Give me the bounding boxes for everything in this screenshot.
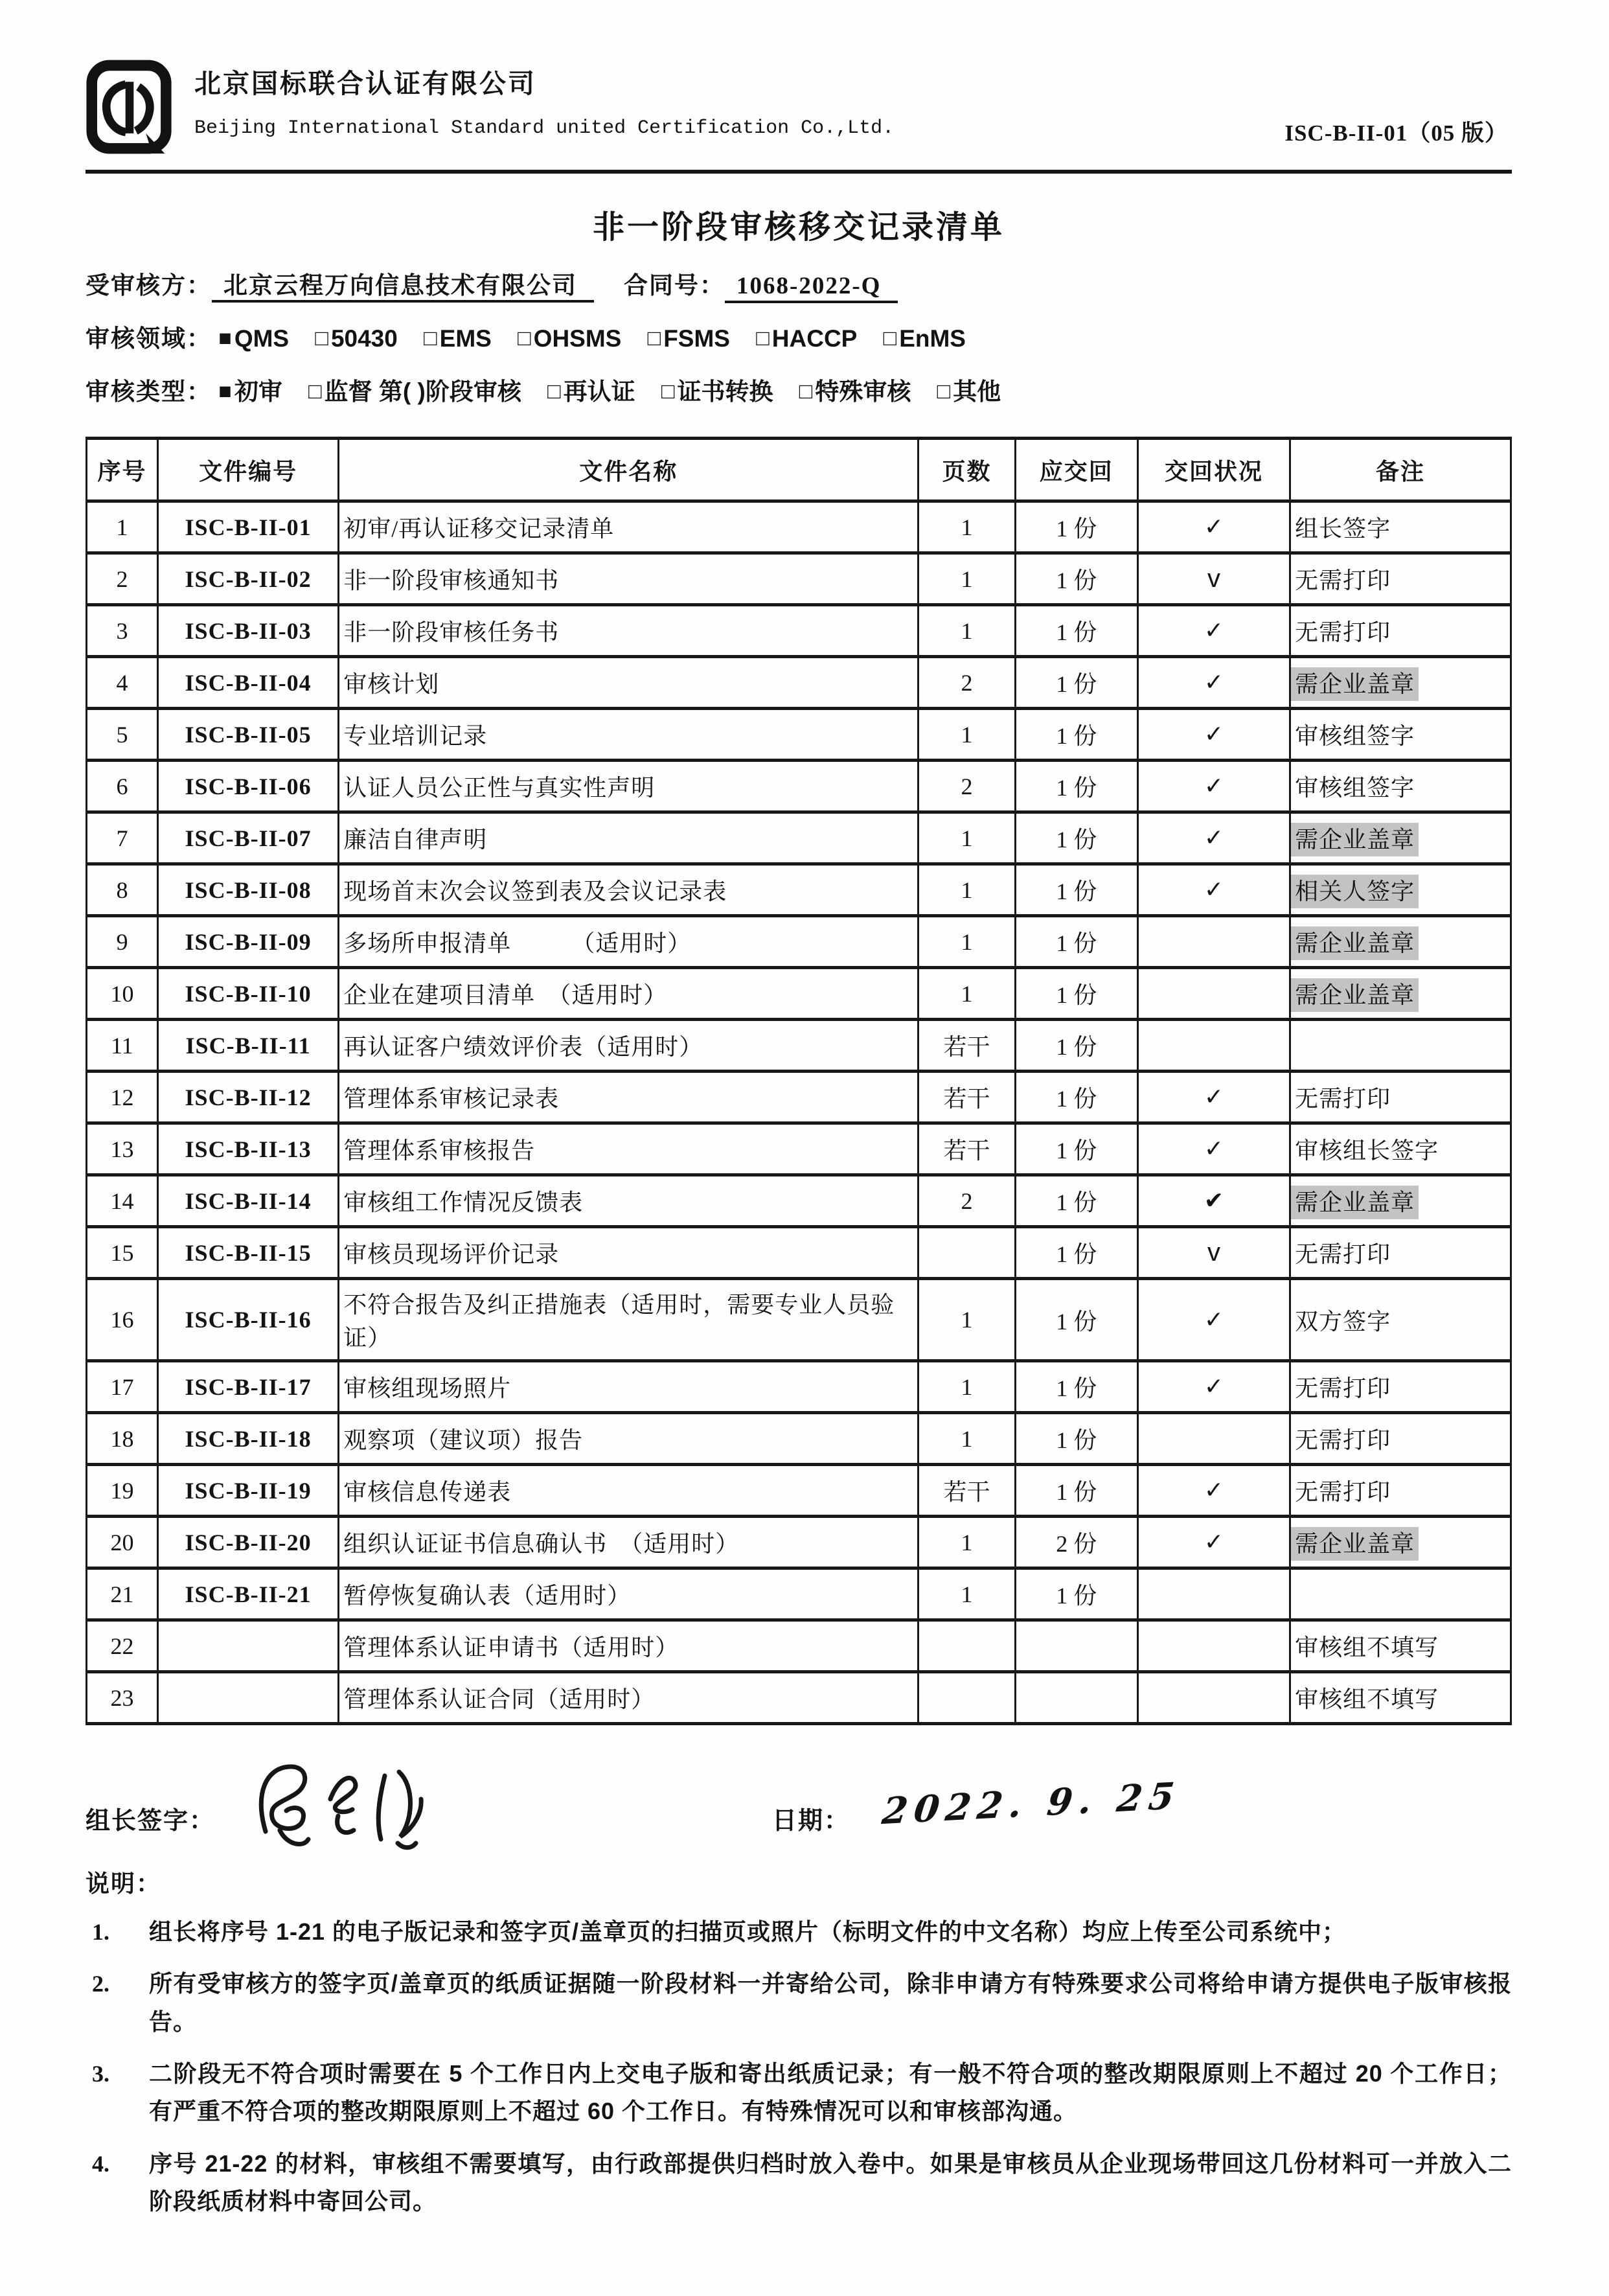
checkbox-label: EnMS bbox=[899, 325, 966, 352]
cell-document-name: 非一阶段审核任务书 bbox=[339, 605, 919, 657]
cell-remark bbox=[1290, 812, 1511, 864]
cell-document-name: 廉洁自律声明 bbox=[339, 812, 919, 864]
cell-serial-number: 15 bbox=[87, 1227, 158, 1279]
contract-value: 1068-2022-Q bbox=[725, 273, 898, 303]
cell-return-status-checkmark: ✓ bbox=[1137, 1517, 1290, 1568]
cell-page-count: 2 bbox=[919, 657, 1016, 709]
column-header: 交回状况 bbox=[1137, 439, 1290, 501]
document-header bbox=[86, 56, 1512, 159]
checkbox-icon: □ bbox=[308, 379, 322, 404]
column-header: 备注 bbox=[1290, 439, 1511, 501]
checkbox-icon: □ bbox=[315, 326, 328, 350]
table-row bbox=[87, 1020, 1511, 1072]
checkbox-label: 监督 第( )阶段审核 bbox=[324, 378, 521, 405]
cell-page-count: 1 bbox=[919, 553, 1016, 605]
cell-document-code bbox=[157, 1672, 338, 1724]
cell-remark bbox=[1290, 1620, 1511, 1672]
table-row bbox=[87, 1227, 1511, 1279]
table-row bbox=[87, 1413, 1511, 1465]
cell-return-status-checkmark: ✓ bbox=[1137, 1465, 1290, 1517]
remark-text: 无需打印 bbox=[1295, 568, 1391, 593]
cell-serial-number: 1 bbox=[87, 501, 158, 553]
table-row bbox=[87, 709, 1511, 761]
cell-return-status-checkmark bbox=[1137, 1620, 1290, 1672]
cell-remark bbox=[1290, 1517, 1511, 1568]
checkbox-option bbox=[756, 325, 857, 352]
remark-text: 需企业盖章 bbox=[1295, 1531, 1415, 1557]
cell-remark bbox=[1290, 1123, 1511, 1175]
cell-document-code: ISC-B-II-21 bbox=[157, 1568, 338, 1620]
checkbox-label: FSMS bbox=[663, 325, 730, 352]
cell-page-count: 1 bbox=[919, 1279, 1016, 1361]
cell-remark bbox=[1290, 605, 1511, 657]
table-row bbox=[87, 1175, 1511, 1227]
cell-document-name: 管理体系认证申请书（适用时） bbox=[339, 1620, 919, 1672]
checkbox-option bbox=[648, 325, 730, 352]
leader-signature-label: 组长签字： bbox=[86, 1808, 216, 1835]
cell-page-count bbox=[919, 1672, 1016, 1724]
cell-page-count: 1 bbox=[919, 501, 1016, 553]
checkbox-label: EMS bbox=[439, 325, 492, 352]
checkbox-label: 证书转换 bbox=[677, 378, 773, 405]
cell-return-status-checkmark: ✓ bbox=[1137, 1123, 1290, 1175]
checkbox-icon: □ bbox=[661, 379, 675, 404]
table-row bbox=[87, 864, 1511, 916]
cell-remark bbox=[1290, 1227, 1511, 1279]
cell-copies-due bbox=[1015, 1620, 1137, 1672]
cell-document-code: ISC-B-II-12 bbox=[157, 1072, 338, 1123]
cell-page-count: 1 bbox=[919, 916, 1016, 968]
cell-document-code: ISC-B-II-20 bbox=[157, 1517, 338, 1568]
cell-serial-number: 18 bbox=[87, 1413, 158, 1465]
cell-page-count: 若干 bbox=[919, 1465, 1016, 1517]
cell-document-name: 非一阶段审核通知书 bbox=[339, 553, 919, 605]
cell-copies-due: 1 份 bbox=[1015, 553, 1137, 605]
cell-serial-number: 9 bbox=[87, 916, 158, 968]
cell-remark bbox=[1290, 1279, 1511, 1361]
table-row bbox=[87, 605, 1511, 657]
remark-text: 无需打印 bbox=[1295, 1086, 1391, 1112]
cell-remark bbox=[1290, 1072, 1511, 1123]
cell-return-status-checkmark: ✓ bbox=[1137, 761, 1290, 812]
note-item bbox=[86, 2055, 1512, 2131]
checkbox-icon: □ bbox=[883, 326, 897, 350]
cell-document-code: ISC-B-II-08 bbox=[157, 864, 338, 916]
table-row bbox=[87, 1279, 1511, 1361]
cell-page-count: 1 bbox=[919, 1517, 1016, 1568]
cell-document-code: ISC-B-II-11 bbox=[157, 1020, 338, 1072]
table-header-row bbox=[87, 439, 1511, 501]
leader-signature-handwriting bbox=[241, 1754, 455, 1864]
table-row bbox=[87, 553, 1511, 605]
cell-copies-due: 1 份 bbox=[1015, 864, 1137, 916]
auditee-label: 受审核方： bbox=[86, 272, 212, 299]
remark-text: 无需打印 bbox=[1295, 1427, 1391, 1453]
table-row bbox=[87, 1361, 1511, 1413]
date-label: 日期： bbox=[772, 1808, 850, 1835]
cell-copies-due bbox=[1015, 1672, 1137, 1724]
remark-text: 无需打印 bbox=[1295, 619, 1391, 645]
cell-document-code: ISC-B-II-19 bbox=[157, 1465, 338, 1517]
cell-remark bbox=[1290, 553, 1511, 605]
checkbox-option bbox=[518, 325, 621, 352]
note-item bbox=[86, 2145, 1512, 2221]
table-row bbox=[87, 812, 1511, 864]
cell-serial-number: 5 bbox=[87, 709, 158, 761]
cell-page-count: 1 bbox=[919, 1568, 1016, 1620]
cell-document-code: ISC-B-II-03 bbox=[157, 605, 338, 657]
cell-return-status-checkmark bbox=[1137, 1020, 1290, 1072]
remark-text: 审核组不填写 bbox=[1295, 1635, 1439, 1660]
cell-return-status-checkmark: ✓ bbox=[1137, 812, 1290, 864]
cell-serial-number: 16 bbox=[87, 1279, 158, 1361]
column-header: 文件编号 bbox=[157, 439, 338, 501]
cell-document-name: 审核组现场照片 bbox=[339, 1361, 919, 1413]
document-table-body bbox=[87, 501, 1511, 1724]
cell-copies-due: 1 份 bbox=[1015, 657, 1137, 709]
cell-document-code bbox=[157, 1620, 338, 1672]
table-row bbox=[87, 1465, 1511, 1517]
cell-document-name: 审核组工作情况反馈表 bbox=[339, 1175, 919, 1227]
remark-text: 无需打印 bbox=[1295, 1479, 1391, 1505]
checkbox-icon: □ bbox=[518, 326, 531, 350]
cell-serial-number: 6 bbox=[87, 761, 158, 812]
cell-document-name: 审核员现场评价记录 bbox=[339, 1227, 919, 1279]
cell-document-code: ISC-B-II-05 bbox=[157, 709, 338, 761]
cell-return-status-checkmark bbox=[1137, 1672, 1290, 1724]
table-row bbox=[87, 1517, 1511, 1568]
cell-remark bbox=[1290, 761, 1511, 812]
cell-document-name: 初审/再认证移交记录清单 bbox=[339, 501, 919, 553]
column-header: 序号 bbox=[87, 439, 158, 501]
audit-type-line bbox=[86, 372, 1512, 407]
checkbox-icon: □ bbox=[547, 379, 561, 404]
checkbox-icon: ■ bbox=[218, 379, 232, 404]
checkbox-icon: □ bbox=[424, 326, 437, 350]
remark-text: 需企业盖章 bbox=[1295, 930, 1415, 956]
audit-field-line bbox=[86, 319, 1512, 354]
cell-return-status-checkmark: ✓ bbox=[1137, 1072, 1290, 1123]
cell-remark bbox=[1290, 1672, 1511, 1724]
cell-page-count: 1 bbox=[919, 1413, 1016, 1465]
cell-document-code: ISC-B-II-07 bbox=[157, 812, 338, 864]
remark-text: 需企业盖章 bbox=[1295, 1189, 1415, 1215]
cell-copies-due: 1 份 bbox=[1015, 1072, 1137, 1123]
cell-document-name: 管理体系审核报告 bbox=[339, 1123, 919, 1175]
cell-document-name: 审核计划 bbox=[339, 657, 919, 709]
cell-copies-due: 1 份 bbox=[1015, 605, 1137, 657]
cell-serial-number: 13 bbox=[87, 1123, 158, 1175]
cell-copies-due: 1 份 bbox=[1015, 812, 1137, 864]
cell-copies-due: 1 份 bbox=[1015, 709, 1137, 761]
remark-text: 审核组不填写 bbox=[1295, 1686, 1439, 1712]
cell-return-status-checkmark: ✓ bbox=[1137, 657, 1290, 709]
cell-document-code: ISC-B-II-09 bbox=[157, 916, 338, 968]
cell-copies-due: 1 份 bbox=[1015, 1020, 1137, 1072]
checkbox-option bbox=[315, 325, 397, 352]
cell-remark bbox=[1290, 657, 1511, 709]
cell-return-status-checkmark bbox=[1137, 968, 1290, 1020]
table-row bbox=[87, 1123, 1511, 1175]
cell-copies-due: 1 份 bbox=[1015, 916, 1137, 968]
checkbox-option bbox=[937, 372, 1001, 407]
table-row bbox=[87, 1672, 1511, 1724]
cell-document-name: 管理体系审核记录表 bbox=[339, 1072, 919, 1123]
table-row bbox=[87, 657, 1511, 709]
note-number: 2. bbox=[92, 1971, 109, 1997]
note-number: 4. bbox=[92, 2150, 109, 2177]
remark-text: 需企业盖章 bbox=[1295, 671, 1415, 697]
cell-serial-number: 10 bbox=[87, 968, 158, 1020]
table-row bbox=[87, 1072, 1511, 1123]
certification-company-logo-icon bbox=[86, 60, 174, 157]
cell-remark bbox=[1290, 1020, 1511, 1072]
cell-page-count: 1 bbox=[919, 1361, 1016, 1413]
cell-return-status-checkmark: ✓ bbox=[1137, 1279, 1290, 1361]
checkbox-label: 初审 bbox=[234, 378, 282, 405]
company-name-block bbox=[194, 62, 894, 139]
remark-text: 无需打印 bbox=[1295, 1375, 1391, 1401]
cell-document-code: ISC-B-II-01 bbox=[157, 501, 338, 553]
table-row bbox=[87, 501, 1511, 553]
notes-section bbox=[86, 1864, 1512, 2220]
table-row bbox=[87, 916, 1511, 968]
cell-document-code: ISC-B-II-14 bbox=[157, 1175, 338, 1227]
checkbox-label: HACCP bbox=[771, 325, 858, 352]
cell-document-name: 审核信息传递表 bbox=[339, 1465, 919, 1517]
cell-return-status-checkmark: ✓ bbox=[1137, 605, 1290, 657]
cell-document-code: ISC-B-II-02 bbox=[157, 553, 338, 605]
checkbox-icon: □ bbox=[799, 379, 813, 404]
cell-return-status-checkmark: ✔ bbox=[1137, 1175, 1290, 1227]
cell-page-count: 2 bbox=[919, 1175, 1016, 1227]
checkbox-label: 特殊审核 bbox=[815, 378, 911, 405]
cell-return-status-checkmark: v bbox=[1137, 1227, 1290, 1279]
cell-copies-due: 1 份 bbox=[1015, 761, 1137, 812]
cell-page-count: 1 bbox=[919, 605, 1016, 657]
cell-page-count: 2 bbox=[919, 761, 1016, 812]
cell-document-name: 企业在建项目清单 （适用时） bbox=[339, 968, 919, 1020]
cell-remark bbox=[1290, 1568, 1511, 1620]
auditee-value: 北京云程万向信息技术有限公司 bbox=[212, 272, 594, 303]
notes-title: 说明： bbox=[86, 1870, 161, 1897]
table-row bbox=[87, 761, 1511, 812]
cell-page-count: 若干 bbox=[919, 1123, 1016, 1175]
cell-copies-due: 1 份 bbox=[1015, 968, 1137, 1020]
column-header: 文件名称 bbox=[339, 439, 919, 501]
cell-return-status-checkmark: ✓ bbox=[1137, 864, 1290, 916]
cell-copies-due: 1 份 bbox=[1015, 1413, 1137, 1465]
cell-copies-due: 1 份 bbox=[1015, 501, 1137, 553]
cell-document-name: 不符合报告及纠正措施表（适用时，需要专业人员验证） bbox=[339, 1279, 919, 1361]
note-text: 所有受审核方的签字页/盖章页的纸质证据随一阶段材料一并寄给公司，除非申请方有特殊要求公司将给申请方提供电子版审核报告。 bbox=[149, 1970, 1512, 2035]
cell-serial-number: 2 bbox=[87, 553, 158, 605]
table-row bbox=[87, 1620, 1511, 1672]
cell-document-code: ISC-B-II-04 bbox=[157, 657, 338, 709]
company-name-chinese: 北京国标联合认证有限公司 bbox=[194, 69, 536, 98]
cell-document-code: ISC-B-II-17 bbox=[157, 1361, 338, 1413]
audit-field-options bbox=[212, 325, 985, 352]
cell-return-status-checkmark bbox=[1137, 1568, 1290, 1620]
audit-type-options bbox=[212, 378, 1020, 405]
remark-text: 相关人签字 bbox=[1295, 878, 1415, 904]
remark-text: 无需打印 bbox=[1295, 1241, 1391, 1267]
header-divider bbox=[86, 170, 1512, 174]
remark-text: 需企业盖章 bbox=[1295, 982, 1415, 1008]
checkbox-icon: □ bbox=[756, 326, 770, 350]
column-header: 页数 bbox=[919, 439, 1016, 501]
note-text: 二阶段无不符合项时需要在 5 个工作日内上交电子版和寄出纸质记录；有一般不符合项的整改期限原则上不超过 20 个工作日；有严重不符合项的整改期限原则上不超过 60 个工作日。有特殊情况可以和审核部沟通。 bbox=[149, 2060, 1512, 2125]
checkbox-label: OHSMS bbox=[533, 325, 622, 352]
cell-document-code: ISC-B-II-18 bbox=[157, 1413, 338, 1465]
cell-page-count: 1 bbox=[919, 709, 1016, 761]
table-row bbox=[87, 1568, 1511, 1620]
cell-document-name: 专业培训记录 bbox=[339, 709, 919, 761]
cell-copies-due: 1 份 bbox=[1015, 1227, 1137, 1279]
cell-serial-number: 20 bbox=[87, 1517, 158, 1568]
note-item bbox=[86, 1965, 1512, 2041]
cell-document-name: 暂停恢复确认表（适用时） bbox=[339, 1568, 919, 1620]
cell-serial-number: 22 bbox=[87, 1620, 158, 1672]
company-name-english: Beijing International Standard united Certification Co.,Ltd. bbox=[194, 117, 895, 139]
checkbox-option bbox=[799, 372, 911, 407]
document-handover-table bbox=[86, 437, 1512, 1725]
cell-serial-number: 7 bbox=[87, 812, 158, 864]
checkbox-option bbox=[308, 372, 521, 407]
cell-serial-number: 17 bbox=[87, 1361, 158, 1413]
cell-copies-due: 1 份 bbox=[1015, 1568, 1137, 1620]
cell-page-count: 若干 bbox=[919, 1020, 1016, 1072]
notes-list bbox=[86, 1913, 1512, 2220]
note-text: 组长将序号 1-21 的电子版记录和签字页/盖章页的扫描页或照片（标明文件的中文名称）均应上传至公司系统中； bbox=[149, 1918, 1347, 1945]
remark-text: 审核组长签字 bbox=[1295, 1138, 1439, 1164]
cell-serial-number: 23 bbox=[87, 1672, 158, 1724]
cell-document-code: ISC-B-II-06 bbox=[157, 761, 338, 812]
checkbox-option bbox=[218, 372, 282, 407]
auditee-line bbox=[86, 266, 1512, 301]
cell-remark bbox=[1290, 1413, 1511, 1465]
cell-copies-due: 1 份 bbox=[1015, 1175, 1137, 1227]
cell-document-name: 再认证客户绩效评价表（适用时） bbox=[339, 1020, 919, 1072]
cell-serial-number: 12 bbox=[87, 1072, 158, 1123]
cell-page-count: 1 bbox=[919, 968, 1016, 1020]
checkbox-label: 50430 bbox=[330, 325, 398, 352]
document-code: ISC-B-II-01（05 版） bbox=[1284, 121, 1508, 146]
cell-document-name: 多场所申报清单 （适用时） bbox=[339, 916, 919, 968]
remark-text: 双方签字 bbox=[1295, 1308, 1391, 1335]
note-text: 序号 21-22 的材料，审核组不需要填写，由行政部提供归档时放入卷中。如果是审核员从企业现场带回这几份材料可一并放入二阶段纸质材料中寄回公司。 bbox=[149, 2150, 1512, 2214]
signature-row bbox=[86, 1763, 1512, 1860]
cell-document-code: ISC-B-II-16 bbox=[157, 1279, 338, 1361]
cell-page-count bbox=[919, 1620, 1016, 1672]
cell-serial-number: 11 bbox=[87, 1020, 158, 1072]
checkbox-option bbox=[884, 325, 966, 352]
column-header: 应交回 bbox=[1015, 439, 1137, 501]
cell-remark bbox=[1290, 709, 1511, 761]
cell-document-name: 现场首末次会议签到表及会议记录表 bbox=[339, 864, 919, 916]
cell-copies-due: 1 份 bbox=[1015, 1279, 1137, 1361]
cell-copies-due: 1 份 bbox=[1015, 1465, 1137, 1517]
cell-page-count: 1 bbox=[919, 864, 1016, 916]
cell-page-count: 若干 bbox=[919, 1072, 1016, 1123]
cell-page-count bbox=[919, 1227, 1016, 1279]
cell-document-name: 组织认证证书信息确认书 （适用时） bbox=[339, 1517, 919, 1568]
cell-return-status-checkmark: v bbox=[1137, 553, 1290, 605]
checkbox-option bbox=[661, 372, 773, 407]
cell-copies-due: 1 份 bbox=[1015, 1123, 1137, 1175]
cell-serial-number: 4 bbox=[87, 657, 158, 709]
cell-return-status-checkmark bbox=[1137, 916, 1290, 968]
checkbox-icon: □ bbox=[937, 379, 951, 404]
note-number: 1. bbox=[92, 1919, 109, 1945]
cell-remark bbox=[1290, 968, 1511, 1020]
checkbox-option bbox=[547, 372, 635, 407]
date-handwritten-value: 2022. 9. 25 bbox=[880, 1774, 1183, 1833]
cell-return-status-checkmark: ✓ bbox=[1137, 709, 1290, 761]
cell-return-status-checkmark: ✓ bbox=[1137, 501, 1290, 553]
checkbox-label: 再认证 bbox=[563, 378, 635, 405]
cell-document-code: ISC-B-II-10 bbox=[157, 968, 338, 1020]
checkbox-label: QMS bbox=[234, 325, 290, 352]
checkbox-option bbox=[218, 325, 289, 352]
cell-serial-number: 14 bbox=[87, 1175, 158, 1227]
cell-remark bbox=[1290, 1175, 1511, 1227]
checkbox-label: 其他 bbox=[953, 378, 1001, 405]
remark-text: 审核组签字 bbox=[1295, 775, 1415, 801]
note-number: 3. bbox=[92, 2060, 109, 2087]
table-row bbox=[87, 968, 1511, 1020]
cell-document-name: 管理体系认证合同（适用时） bbox=[339, 1672, 919, 1724]
cell-remark bbox=[1290, 864, 1511, 916]
cell-remark bbox=[1290, 1465, 1511, 1517]
remark-text: 需企业盖章 bbox=[1295, 827, 1415, 853]
cell-serial-number: 3 bbox=[87, 605, 158, 657]
checkbox-icon: ■ bbox=[218, 326, 232, 350]
cell-serial-number: 8 bbox=[87, 864, 158, 916]
cell-document-code: ISC-B-II-13 bbox=[157, 1123, 338, 1175]
remark-text: 组长签字 bbox=[1295, 516, 1391, 542]
cell-document-name: 认证人员公正性与真实性声明 bbox=[339, 761, 919, 812]
cell-serial-number: 21 bbox=[87, 1568, 158, 1620]
cell-copies-due: 1 份 bbox=[1015, 1361, 1137, 1413]
cell-return-status-checkmark bbox=[1137, 1413, 1290, 1465]
cell-return-status-checkmark: ✓ bbox=[1137, 1361, 1290, 1413]
checkbox-option bbox=[424, 325, 492, 352]
page-title: 非一阶段审核移交记录清单 bbox=[592, 210, 1005, 245]
cell-serial-number: 19 bbox=[87, 1465, 158, 1517]
note-item bbox=[86, 1913, 1512, 1951]
audit-type-label: 审核类型： bbox=[86, 378, 212, 405]
contract-label: 合同号： bbox=[624, 272, 725, 299]
cell-page-count: 1 bbox=[919, 812, 1016, 864]
remark-text: 审核组签字 bbox=[1295, 723, 1415, 749]
cell-document-name: 观察项（建议项）报告 bbox=[339, 1413, 919, 1465]
cell-remark bbox=[1290, 501, 1511, 553]
audit-field-label: 审核领域： bbox=[86, 325, 212, 352]
cell-remark bbox=[1290, 916, 1511, 968]
cell-document-code: ISC-B-II-15 bbox=[157, 1227, 338, 1279]
cell-remark bbox=[1290, 1361, 1511, 1413]
checkbox-icon: □ bbox=[647, 326, 661, 350]
cell-copies-due: 2 份 bbox=[1015, 1517, 1137, 1568]
